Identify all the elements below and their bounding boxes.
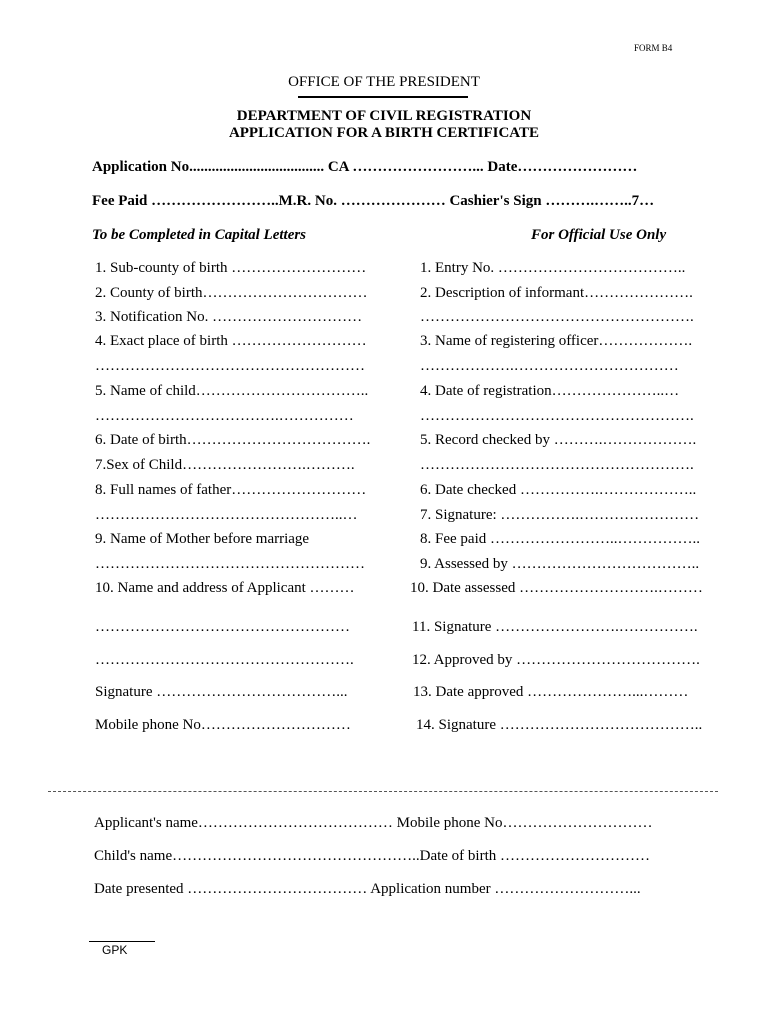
right-field-1: 1. Entry No. ……………………………….. — [420, 260, 686, 276]
left-field-15: …………………………………………… — [95, 619, 350, 635]
right-field-3: ………………………………………………. — [420, 309, 694, 325]
left-field-4: 4. Exact place of birth ……………………… — [95, 333, 367, 349]
fee-paid-line: Fee Paid ……………………..M.R. No. ………………… Cashier's Sign ……….……..7… — [92, 193, 655, 209]
right-field-6: 4. Date of registration…………………..… — [420, 383, 680, 399]
right-section-header: For Official Use Only — [531, 227, 667, 243]
right-field-18: 14. Signature ………………………………….. — [416, 717, 703, 733]
footer-child-line: Child's name…………………………………………..Date of birth ………………………… — [94, 848, 651, 864]
right-field-15: 11. Signature …………………….……………. — [412, 619, 698, 635]
left-field-14: 10. Name and address of Applicant ……… — [95, 580, 355, 596]
right-field-14: 10. Date assessed ……………………….……… — [410, 580, 703, 596]
right-field-13: 9. Assessed by ……………………………….. — [420, 556, 700, 572]
printer-mark: GPK — [102, 943, 128, 957]
tear-off-divider — [48, 791, 718, 792]
office-title: OFFICE OF THE PRESIDENT — [288, 74, 480, 90]
right-field-12: 8. Fee paid ……………………..…………….. — [420, 531, 700, 547]
footer-date-line: Date presented ……………………………… Application number ………………………... — [94, 881, 641, 897]
office-underline — [298, 96, 468, 98]
footer-applicant-line: Applicant's name………………………………… Mobile phone No………………………… — [94, 815, 653, 831]
left-field-9: 7.Sex of Child…………………….………. — [95, 457, 355, 473]
right-field-16: 12. Approved by ………………………………. — [412, 652, 700, 668]
left-field-17: Signature ………………………………... — [95, 684, 348, 700]
left-field-10: 8. Full names of father……………………… — [95, 482, 367, 498]
left-field-7: ……………………………….…………… — [95, 408, 354, 424]
right-field-9: ………………………………………………. — [420, 457, 694, 473]
right-field-8: 5. Record checked by ……….………………. — [420, 432, 697, 448]
right-field-17: 13. Date approved …………………...……… — [413, 684, 689, 700]
right-field-10: 6. Date checked …………….……………….. — [420, 482, 697, 498]
left-field-6: 5. Name of child…………………………….. — [95, 383, 369, 399]
left-field-16: ……………………………………………. — [95, 652, 354, 668]
left-field-18: Mobile phone No………………………… — [95, 717, 351, 733]
application-no-line: Application No.................................... CA ……………………... Date…………………… — [92, 159, 638, 175]
left-field-8: 6. Date of birth………………………………. — [95, 432, 371, 448]
left-field-5: ……………………………………………… — [95, 358, 365, 374]
left-field-3: 3. Notification No. ………………………… — [95, 309, 363, 325]
left-field-12: 9. Name of Mother before marriage — [95, 531, 310, 547]
form-code: FORM B4 — [634, 43, 673, 53]
left-section-header: To be Completed in Capital Letters — [92, 227, 307, 243]
department-title: DEPARTMENT OF CIVIL REGISTRATION — [236, 108, 532, 124]
left-field-11: …………………………………………..… — [95, 507, 358, 523]
right-field-7: ………………………………………………. — [420, 408, 694, 424]
form-title: APPLICATION FOR A BIRTH CERTIFICATE — [228, 125, 540, 141]
left-field-2: 2. County of birth…………………………… — [95, 285, 368, 301]
left-field-13: ……………………………………………… — [95, 556, 365, 572]
right-field-11: 7. Signature: …………….…………………… — [420, 507, 700, 523]
right-field-4: 3. Name of registering officer………………. — [420, 333, 693, 349]
left-field-1: 1. Sub-county of birth ……………………… — [95, 260, 367, 276]
right-field-2: 2. Description of informant…………………. — [420, 285, 693, 301]
right-field-5: ……………….…………………………… — [420, 358, 679, 374]
gpk-rule — [89, 941, 155, 942]
